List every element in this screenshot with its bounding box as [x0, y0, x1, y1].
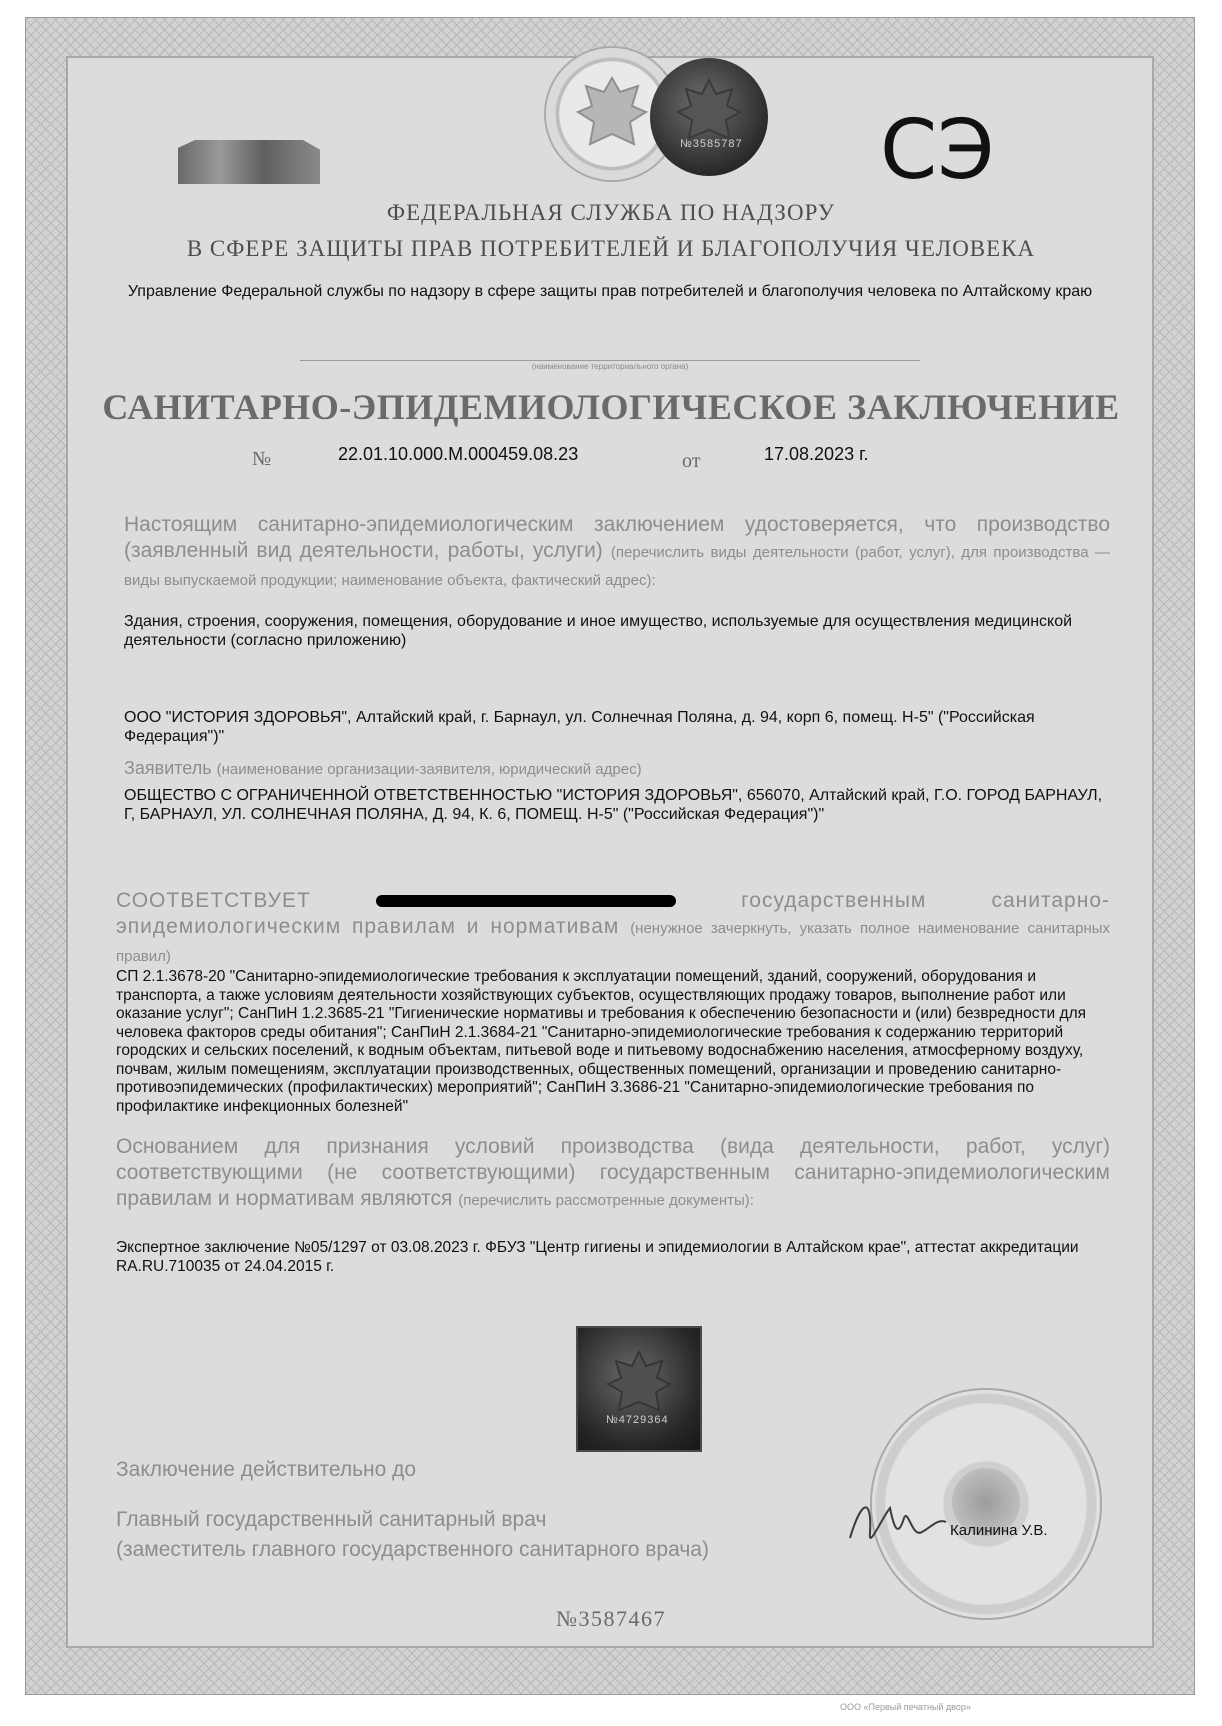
signature [842, 1488, 952, 1558]
eagle-icon [578, 1328, 700, 1450]
conformity-word: СООТВЕТСТВУЕТ [116, 889, 311, 912]
basis-note: (перечислить рассмотренные документы): [458, 1192, 754, 1209]
applicant-label: Заявитель [124, 758, 212, 778]
eagle-icon [650, 58, 768, 176]
applicant-heading [124, 758, 1110, 779]
valid-until-label: Заключение действительно до [116, 1458, 417, 1481]
organization-address: ООО "ИСТОРИЯ ЗДОРОВЬЯ", Алтайский край, г. Барнаул, ул. Солнечная Поляна, д. 94, корп 6, помещ. Н-5" ("Российская Федерация")" [124, 709, 1035, 745]
hologram-strip [178, 140, 320, 184]
hologram-sticker [578, 1328, 700, 1450]
form-serial-number: №3587467 [556, 1606, 666, 1631]
document-title: САНИТАРНО-ЭПИДЕМИОЛОГИЧЕСКОЕ ЗАКЛЮЧЕНИЕ [102, 387, 1120, 427]
department-caption: (наименование территориального органа) [300, 360, 920, 371]
object-description: Здания, строения, сооружения, помещения, оборудование и иное имущество, используемые для осуществления медицинской деятельности (согласно приложению) [124, 613, 1073, 649]
applicant-note: (наименование организации-заявителя, юридический адрес) [216, 761, 642, 778]
se-logo: СЭ [880, 103, 995, 198]
header-line-1: ФЕДЕРАЛЬНАЯ СЛУЖБА ПО НАДЗОРУ [386, 200, 836, 225]
document-date: 17.08.2023 г. [764, 444, 869, 464]
chief-doctor-line-2: (заместитель главного государственного санитарного врача) [116, 1538, 709, 1561]
header-line-2: В СФЕРЕ ЗАЩИТЫ ПРАВ ПОТРЕБИТЕЛЕЙ И БЛАГОПОЛУЧИЯ ЧЕЛОВЕКА [186, 236, 1036, 261]
number-symbol: № [252, 448, 272, 470]
conformity-note: (ненужное зачеркнуть, указать полное наименование санитарных правил) [116, 920, 1111, 965]
conformity-rest: государственным санитарно-эпидемиологическим правилам и нормативам [116, 889, 1110, 938]
emblem-number: №3585787 [680, 138, 743, 150]
basis-main: Основанием для признания условий производства (вида деятельности, работ, услуг) соответствующими (не соответствующими) государственным санитарно-эпидемиологическим правилам и нормативам являются [116, 1135, 1110, 1210]
applicant-value: ОБЩЕСТВО С ОГРАНИЧЕННОЙ ОТВЕТСТВЕННОСТЬЮ "ИСТОРИЯ ЗДОРОВЬЯ", 656070, Алтайский край, Г.О. ГОРОД БАРНАУЛ, Г, БАРНАУЛ, УЛ. СОЛНЕЧНАЯ ПОЛЯНА, Д. 94, К. 6, ПОМЕЩ. Н-5" ("Российская Федерация")" [124, 787, 1103, 823]
expert-conclusion: Экспертное заключение №05/1297 от 03.08.2023 г. ФБУЗ "Центр гигиены и эпидемиологии в Алтайском крае", аттестат аккредитации RA.RU.710035 от 24.04.2015 г. [116, 1239, 1079, 1275]
conformity-paragraph [116, 888, 1110, 970]
intro-main: Настоящим санитарно-эпидемиологическим заключением удостоверяется, что производство (заявленный вид деятельности, работы, услуги) [124, 513, 1110, 562]
chief-doctor-line-1: Главный государственный санитарный врач [116, 1508, 547, 1531]
printer-footer: ООО «Первый печатный двор» [840, 1702, 971, 1712]
hologram-number: №4729364 [606, 1414, 669, 1426]
signatory-name: Калинина У.В. [950, 1522, 1048, 1539]
document-number: 22.01.10.000.М.000459.08.23 [338, 444, 579, 464]
intro-note: (перечислить виды деятельности (работ, услуг), для производства — виды выпускаемой продукции; наименование объекта, фактический адрес): [124, 544, 1110, 589]
basis-paragraph [116, 1134, 1110, 1214]
hologram-emblem [650, 58, 768, 176]
intro-paragraph [124, 512, 1110, 594]
department-name: Управление Федеральной службы по надзору в сфере защиты прав потребителей и благополучия человека по Алтайскому краю [127, 283, 1093, 300]
strikethrough-mark [376, 895, 676, 907]
sanitary-rules-list: СП 2.1.3678-20 "Санитарно-эпидемиологические требования к эксплуатации помещений, зданий, сооружений, оборудования и транспорта, а также условиям деятельности хозяйствующих субъектов, осуществляющих продажу товаров, выполнение работ или оказание услуг"; СанПиН 1.2.3685-21 "Гигиенические нормативы и требования к обеспечению безопасности и (или) безвредности для человека факторов среды обитания"; СанПиН 2.1.3684-21 "Санитарно-эпидемиологические требования к содержанию территорий городских и сельских поселений, к водным объектам, питьевой воде и питьевому водоснабжению населения, атмосферному воздуху, почвам, жилым помещениям, эксплуатации производственных, общественных помещений, организации и проведению санитарно-противоэпидемических (профилактических) мероприятий"; СанПиН 3.3686-21 "Санитарно-эпидемиологические требования по профилактике инфекционных болезней" [116, 968, 1087, 1115]
date-label: от [682, 450, 701, 472]
